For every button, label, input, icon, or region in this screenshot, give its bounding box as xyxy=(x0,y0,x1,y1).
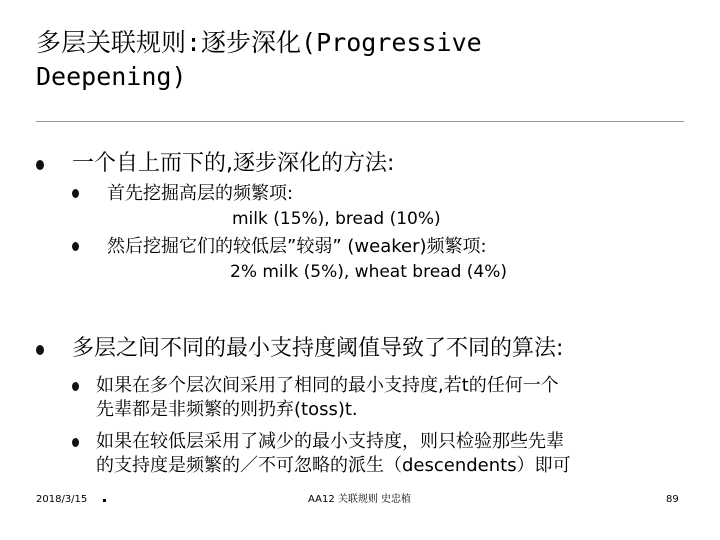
footer-date: 2018/3/15 xyxy=(36,494,88,505)
bullet-1-sub-2-detail: 2% milk (5%), wheat bread (4%) xyxy=(230,262,508,282)
bullet-dot-icon xyxy=(36,345,44,355)
title-line-1: 多层关联规则:逐步深化(Progressive xyxy=(36,28,482,57)
bullet-1-sub-1-detail: milk (15%), bread (10%) xyxy=(232,209,441,229)
slide-title xyxy=(36,26,676,94)
bullet-1-text: 一个自上而下的,逐步深化的方法: xyxy=(72,151,395,176)
bullet-1-sub-1-text: 首先挖掘高层的频繁项: xyxy=(107,183,294,204)
bullet-2-sub-2-line-2: 的支持度是频繁的／不可忽略的派生（descendents）即可 xyxy=(96,455,571,476)
title-line-2: Deepening) xyxy=(36,62,187,91)
bullet-1-sub-2-text: 然后挖掘它们的较低层”较弱” (weaker)频繁项: xyxy=(107,236,487,257)
sub-bullet-dot-icon xyxy=(72,242,79,251)
sub-bullet-dot-icon xyxy=(72,189,79,198)
sub-bullet-dot-icon xyxy=(72,382,79,391)
bullet-dot-icon xyxy=(36,160,44,170)
title-divider xyxy=(36,121,684,122)
bullet-2-text: 多层之间不同的最小支持度阈值导致了不同的算法: xyxy=(72,336,564,361)
bullet-2-sub-1-line-2: 先辈都是非频繁的则扔弃(toss)t. xyxy=(96,399,358,420)
footer-page-number: 89 xyxy=(666,494,679,505)
footer-dot-icon xyxy=(103,499,106,502)
footer-center: AA12 关联规则 史忠植 xyxy=(308,494,412,505)
bullet-2-sub-1-line-1: 如果在多个层次间采用了相同的最小支持度,若t的任何一个 xyxy=(96,375,559,396)
bullet-2-sub-2-line-1: 如果在较低层采用了减少的最小支持度，则只检验那些先辈 xyxy=(96,431,564,452)
sub-bullet-dot-icon xyxy=(72,438,79,447)
